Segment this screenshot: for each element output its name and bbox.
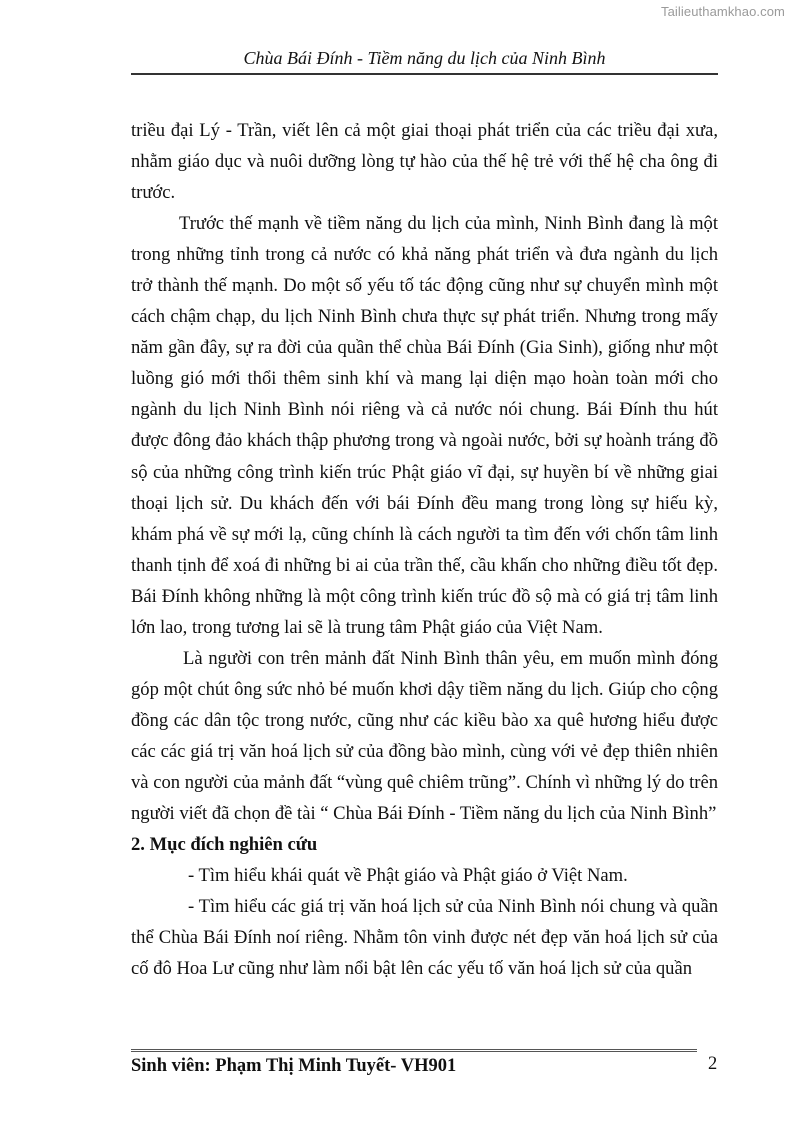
paragraph: triều đại Lý - Trần, viết lên cả một giai thoại phát triển của các triều đại xưa, nhằm giáo dục và nuôi dưỡng lòng tự hào của thế hệ trẻ với thế hệ cha ông đi trước.	[131, 120, 718, 204]
document-body	[131, 115, 718, 984]
section-heading: 2. Mục đích nghiên cứu	[131, 834, 318, 856]
footer-rule	[131, 1049, 697, 1052]
watermark: Tailieuthamkhao.com	[660, 4, 785, 19]
paragraph: Là người con trên mảnh đất Ninh Bình thân yêu, em muốn mình đóng góp một chút ông sức nhỏ bé muốn khơi dậy tiềm năng du lịch. Giúp cho cộng đồng các dân tộc trong nước, cũng như các kiều bào xa quê hương hiểu được các các giá trị văn hoá lịch sử của đồng bào mình, cùng với vẻ đẹp thiên nhiên và con người của mảnh đất “vùng quê chiêm trũng”. Chính vì những lý do trên người viết đã chọn đề tài “ Chùa Bái Đính - Tiềm năng du lịch của Ninh Bình”	[131, 647, 718, 825]
header-rule	[131, 73, 718, 75]
paragraph: Trước thế mạnh về tiềm năng du lịch của mình, Ninh Bình đang là một trong những tỉnh trong cả nước có khả năng phát triển và đưa ngành du lịch trở thành thế mạnh. Do một số yếu tố tác động cũng như sự chuyển mình một cách chậm chạp, du lịch Ninh Bình chưa thực sự phát triển. Nhưng trong mấy năm gần đây, sự ra đời của quần thể chùa Bái Đính (Gia Sinh), giống như một luồng gió mới thổi thêm sinh khí và mang lại diện mạo hoàn toàn mới cho ngành du lịch Ninh Bình nói riêng và cả nước nói chung. Bái Đính thu hút được đông đảo khách thập phương trong và ngoài nước, bởi sự hoành tráng đồ sộ của những công trình kiến trúc Phật giáo vĩ đại, sự huyền bí về những giai thoại lịch sử. Du khách đến với bái Đính đều mang trong lòng sự hiếu kỳ, khám phá về sự mới lạ, cũng chính là cách người ta tìm đến với chốn tâm linh thanh tịnh để xoá đi những bi ai của trần thế, cầu khấn cho những điều tốt đẹp. Bái Đính không những là một công trình kiến trúc đồ sộ mà có giá trị tâm linh lớn lao, trong tương lai sẽ là trung tâm Phật giáo của Việt Nam.	[131, 213, 718, 638]
bullet-item: - Tìm hiểu khái quát về Phật giáo và Phật giáo ở Việt Nam.	[188, 865, 628, 887]
bullet-item: - Tìm hiểu các giá trị văn hoá lịch sử của Ninh Bình nói chung và quần thể Chùa Bái Đính noí riêng. Nhằm tôn vinh được nét đẹp văn hoá lịch sử của cố đô Hoa Lư cũng như làm nổi bật lên các yếu tố văn hoá lịch sử của quần	[131, 896, 718, 980]
page-number: 2	[708, 1054, 718, 1074]
running-header-title: Chùa Bái Đính - Tiềm năng du lịch của Ninh Bình	[243, 48, 606, 68]
footer-author: Sinh viên: Phạm Thị Minh Tuyết- VH901	[131, 1056, 457, 1076]
